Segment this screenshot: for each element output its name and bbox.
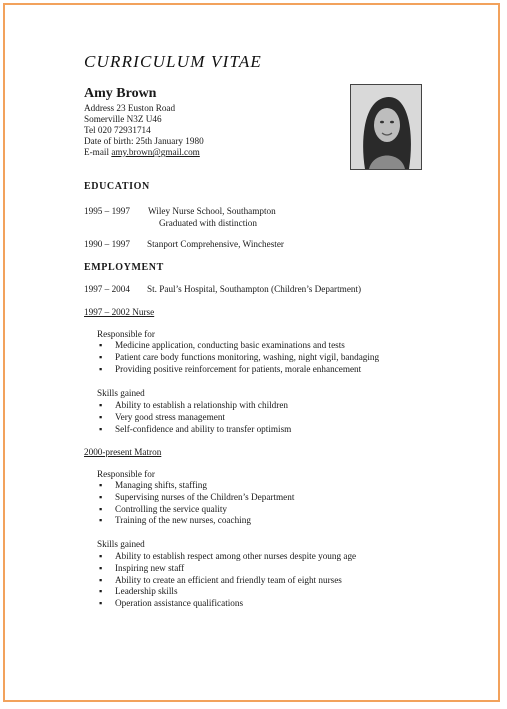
list-item: ▪ Controlling the service quality — [99, 503, 228, 514]
contact-dob: Date of birth: 25th January 1980 — [84, 136, 204, 146]
contact-address: Address 23 Euston Road — [84, 103, 176, 113]
employment-dates: 1997 – 2004 — [84, 284, 130, 294]
profile-photo — [350, 84, 422, 170]
portrait-image — [351, 85, 421, 169]
employment-hospital: St. Paul’s Hospital, Southampton (Children’s Department) — [147, 284, 362, 294]
list-item: ▪ Supervising nurses of the Children’s Department — [99, 491, 295, 502]
nurse-responsibilities-list — [99, 340, 379, 375]
contact-email-row — [84, 147, 200, 158]
employment-heading: EMPLOYMENT — [84, 262, 164, 273]
education-heading: EDUCATION — [84, 181, 150, 192]
list-item: ▪ Operation assistance qualifications — [99, 598, 244, 609]
cv-title: CURRICULUM VITAE — [84, 52, 263, 71]
nurse-skills-list — [99, 400, 291, 435]
nurse-skills-label: Skills gained — [97, 388, 145, 398]
nurse-responsible-label: Responsible for — [97, 329, 155, 339]
education-dates-1: 1995 – 1997 — [84, 206, 130, 216]
education-dates-2: 1990 – 1997 — [84, 239, 130, 249]
list-item: ▪ Ability to create an efficient and friendly team of eight nurses — [99, 574, 342, 585]
list-item: ▪ Managing shifts, staffing — [99, 480, 207, 490]
list-item: ▪ Training of the new nurses, coaching — [99, 515, 251, 526]
contact-city: Somerville N3Z U46 — [84, 114, 162, 124]
list-item: ▪ Ability to establish respect among other nurses despite young age — [99, 551, 357, 561]
list-item: ▪ Very good stress management — [99, 411, 225, 422]
education-school-1: Wiley Nurse School, Southampton — [148, 206, 276, 216]
matron-skills-list — [99, 551, 356, 610]
role-matron-title: 2000-present Matron — [84, 447, 162, 457]
matron-skills-label: Skills gained — [97, 539, 145, 549]
role-nurse-title: 1997 – 2002 Nurse — [84, 307, 155, 317]
education-note-1: Graduated with distinction — [159, 218, 257, 228]
contact-phone: Tel 020 72931714 — [84, 125, 151, 135]
list-item: ▪ Patient care body functions monitoring, washing, night vigil, bandaging — [99, 351, 380, 362]
matron-responsibilities-list — [99, 480, 294, 527]
list-item: ▪ Medicine application, conducting basic examinations and tests — [99, 340, 345, 350]
list-item: ▪ Providing positive reinforcement for patients, morale enhancement — [99, 363, 362, 374]
list-item: ▪ Ability to establish a relationship with children — [99, 400, 289, 410]
list-item: ▪ Self-confidence and ability to transfer optimism — [99, 423, 292, 434]
contact-email-label: E-mail — [84, 147, 112, 157]
list-item: ▪ Inspiring new staff — [99, 562, 185, 573]
person-name: Amy Brown — [84, 86, 157, 101]
matron-responsible-label: Responsible for — [97, 469, 155, 479]
list-item: ▪ Leadership skills — [99, 586, 178, 597]
email-link[interactable]: amy.brown@gmail.com — [111, 147, 200, 157]
education-school-2: Stanport Comprehensive, Winchester — [147, 239, 284, 249]
